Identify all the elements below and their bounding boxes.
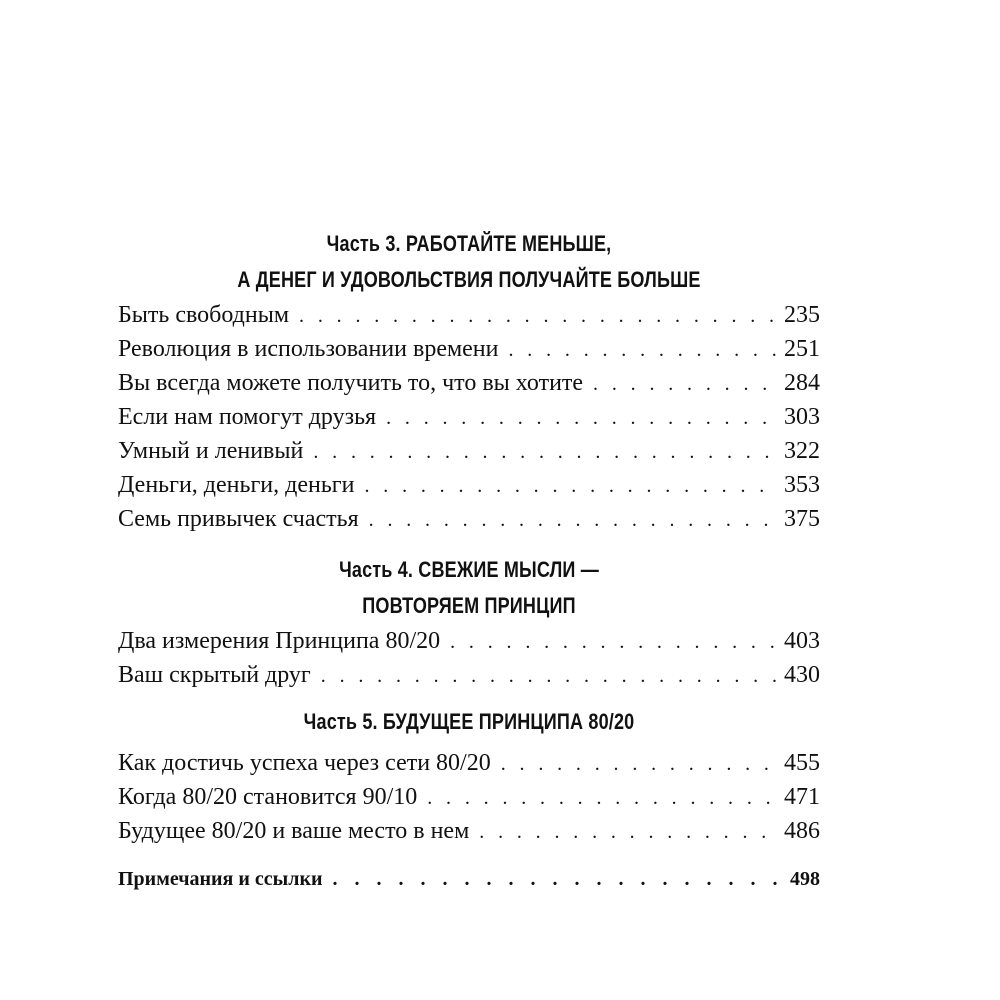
toc-entry-page: 455 — [784, 750, 820, 776]
toc-entry-title: Быть свободным — [118, 302, 290, 328]
toc-entry-page: 303 — [784, 404, 820, 430]
toc-part-5 — [118, 704, 820, 848]
toc-entry-page: 353 — [784, 472, 820, 498]
toc-entry-title: Умный и ленивый — [118, 438, 304, 464]
toc-entry-page: 284 — [784, 370, 820, 396]
toc-entry-page: 375 — [784, 506, 820, 532]
dot-leader — [479, 815, 778, 849]
toc-entry-list — [118, 624, 820, 692]
dot-leader — [364, 469, 778, 503]
toc-entry-title: Будущее 80/20 и ваше место в нем — [118, 818, 470, 844]
dot-leader — [369, 503, 778, 537]
dot-leader — [450, 625, 778, 659]
toc-entry-title: Деньги, деньги, деньги — [118, 472, 355, 498]
toc-entry-title: Ваш скрытый друг — [118, 662, 311, 688]
dot-leader — [299, 299, 778, 333]
dot-leader — [386, 401, 778, 435]
toc-entry-page: 235 — [784, 302, 820, 328]
toc-entry-title: Как достичь успеха через сети 80/20 — [118, 750, 491, 776]
toc-entry-title: Когда 80/20 становится 90/10 — [118, 784, 418, 810]
toc-part-4 — [118, 552, 820, 692]
part-title-line: Часть 5. БУДУЩЕЕ ПРИНЦИПА 80/20 — [303, 709, 635, 734]
toc-entry-page: 251 — [784, 336, 820, 362]
part-title — [181, 704, 757, 740]
toc-entry-page: 322 — [784, 438, 820, 464]
toc-entry-title: Семь привычек счастья — [118, 506, 359, 532]
toc-entry[interactable] — [118, 658, 820, 692]
toc-entry-page: 471 — [784, 784, 820, 810]
toc-entry-title: Революция в использовании времени — [118, 336, 499, 362]
toc-entry-page: 430 — [784, 662, 820, 688]
dot-leader — [593, 367, 778, 401]
part-title-line: Часть 4. СВЕЖИЕ МЫСЛИ — — [339, 557, 599, 582]
table-of-contents — [118, 226, 820, 896]
toc-entry-page: 498 — [790, 868, 820, 890]
part-title — [181, 226, 757, 298]
toc-entry[interactable] — [118, 468, 820, 502]
toc-entry-title: Два измерения Принципа 80/20 — [118, 628, 441, 654]
dot-leader — [427, 781, 778, 815]
toc-entry[interactable] — [118, 814, 820, 848]
toc-entry-list — [118, 746, 820, 848]
dot-leader — [321, 659, 778, 693]
toc-entry-title: Вы всегда можете получить то, что вы хотите — [118, 370, 584, 396]
toc-entry[interactable] — [118, 298, 820, 332]
toc-entry-notes[interactable] — [118, 862, 820, 896]
dot-leader — [501, 747, 778, 781]
toc-entry-page: 486 — [784, 818, 820, 844]
toc-entry-title: Примечания и ссылки — [118, 868, 323, 890]
toc-entry[interactable] — [118, 502, 820, 536]
dot-leader — [333, 862, 784, 896]
toc-part-3 — [118, 226, 820, 536]
part-title-line: ПОВТОРЯЕМ ПРИНЦИП — [362, 593, 576, 618]
part-title-line: А ДЕНЕГ И УДОВОЛЬСТВИЯ ПОЛУЧАЙТЕ БОЛЬШЕ — [237, 267, 701, 292]
part-title — [181, 552, 757, 624]
toc-entry[interactable] — [118, 624, 820, 658]
toc-entry[interactable] — [118, 366, 820, 400]
toc-entry-page: 403 — [784, 628, 820, 654]
part-title-line: Часть 3. РАБОТАЙТЕ МЕНЬШЕ, — [326, 231, 612, 256]
toc-entry[interactable] — [118, 434, 820, 468]
dot-leader — [313, 435, 778, 469]
toc-entry[interactable] — [118, 746, 820, 780]
toc-entry-title: Если нам помогут друзья — [118, 404, 377, 430]
toc-entry-list — [118, 298, 820, 536]
toc-entry[interactable] — [118, 780, 820, 814]
toc-notes — [118, 862, 820, 896]
dot-leader — [509, 333, 779, 367]
toc-entry[interactable] — [118, 400, 820, 434]
toc-entry[interactable] — [118, 332, 820, 366]
